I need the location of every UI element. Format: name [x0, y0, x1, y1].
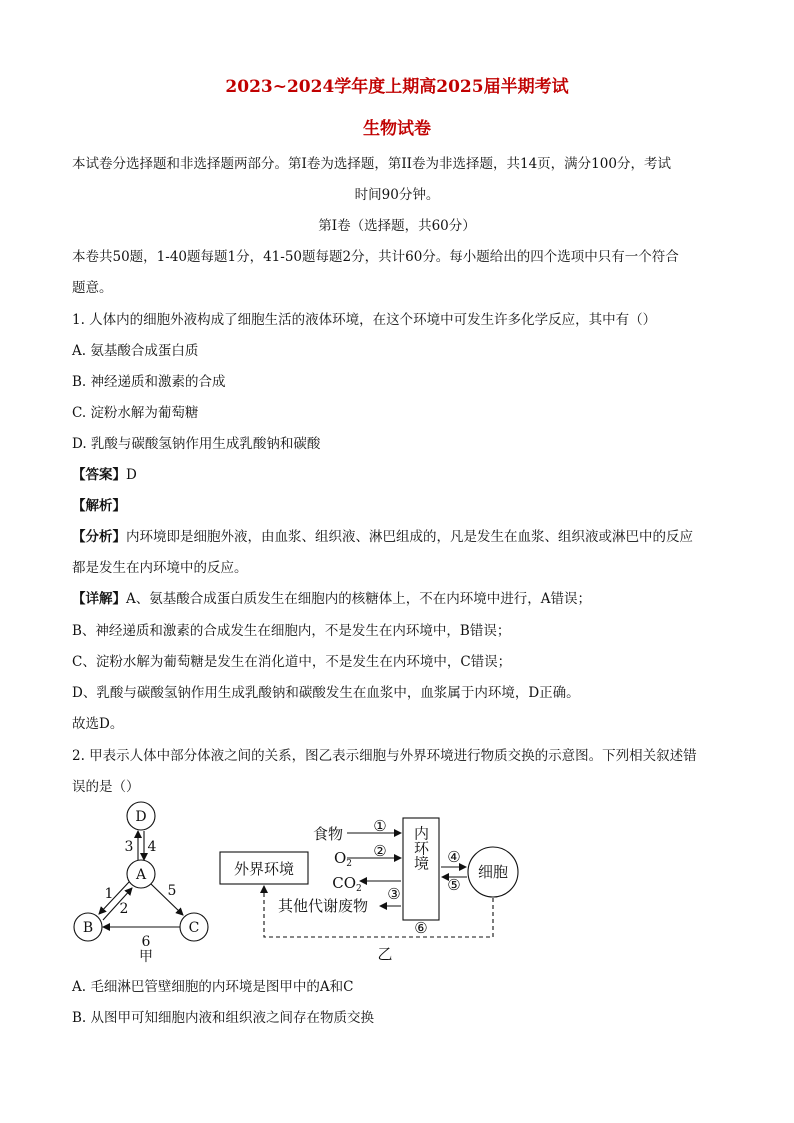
fenxi-text: 内环境即是细胞外液，由血浆、组织液、淋巴组成的，凡是发生在血浆、组织液或淋巴中的反应 [126, 529, 693, 545]
question-2-stem: 2. 甲表示人体中部分体液之间的关系，图乙表示细胞与外界环境进行物质交换的示意图。下列相关叙述错 [72, 748, 697, 764]
intro-line: 时间90分钟。 [354, 187, 440, 203]
question-2-option-b: B. 从图甲可知细胞内液和组织液之间存在物质交换 [72, 1010, 375, 1026]
xiangjie-line [72, 587, 591, 607]
figure-yi [215, 812, 525, 964]
arrow-label-6: 6 [141, 934, 151, 950]
answer-tag: 【答案】 [72, 467, 126, 483]
circle-num-6: ⑥ [414, 919, 428, 937]
exam-title: 2023~2024学年度上期高2025届半期考试 [225, 77, 569, 97]
question-1-option-c: C. 淀粉水解为葡萄糖 [72, 405, 199, 421]
answer-value: D [126, 467, 137, 483]
question-1-option-a: A. 氨基酸合成蛋白质 [72, 343, 199, 359]
intro-line: 本试卷分选择题和非选择题两部分。第Ⅰ卷为选择题，第ⅠⅠ卷为非选择题，共14页，满分100分，考试 [72, 156, 671, 172]
node-b-label: B [82, 920, 94, 936]
xiangjie-line: C、淀粉水解为葡萄糖是发生在消化道中，不是发生在内环境中，C错误； [72, 654, 512, 670]
fenxi-tag: 【分析】 [72, 529, 126, 545]
conclusion-line: 故选D。 [72, 716, 124, 732]
figure-yi-caption: 乙 [377, 945, 393, 963]
waste-label: 其他代谢废物 [277, 897, 369, 915]
arrow-label-4: 4 [147, 839, 157, 855]
internal-env-label: 内环境 [412, 825, 430, 871]
node-c-label: C [188, 920, 200, 936]
xiangjie-line: B、神经递质和激素的合成发生在细胞内，不是发生在内环境中，B错误； [72, 623, 511, 639]
figure-jia-caption: 甲 [139, 949, 153, 965]
figure-jia [66, 800, 216, 965]
analysis-label: 【解析】 [72, 498, 126, 514]
arrow-label-1: 1 [104, 886, 114, 902]
analysis-tag [72, 494, 126, 514]
circle-num-5: ⑤ [447, 876, 461, 894]
co2-label: $CO_2$ [332, 874, 362, 894]
arrow-label-2: 2 [119, 901, 129, 917]
question-2-option-a: A. 毛细淋巴管壁细胞的内环境是图甲中的A和C [72, 979, 354, 995]
question-2-stem: 误的是（） [72, 779, 140, 795]
question-1-option-d: D. 乳酸与碳酸氢钠作用生成乳酸钠和碳酸 [72, 436, 321, 452]
question-1-stem: 1. 人体内的细胞外液构成了细胞生活的液体环境，在这个环境中可发生许多化学反应，其中有（） [72, 312, 657, 328]
circle-num-2: ② [373, 842, 387, 860]
rules-line: 题意。 [72, 280, 113, 296]
exam-subtitle: 生物试卷 [363, 119, 431, 139]
xiangjie-tag: 【详解】 [72, 591, 126, 607]
arrow-label-3: 3 [124, 839, 134, 855]
circle-num-4: ④ [447, 848, 461, 866]
question-1-option-b: B. 神经递质和激素的合成 [72, 374, 226, 390]
circle-num-1: ① [373, 817, 387, 835]
rules-line: 本卷共50题，1-40题每题1分，41-50题每题2分，共计60分。每小题给出的四个选项中只有一个符合 [72, 249, 679, 265]
xiangjie-text: A、氨基酸合成蛋白质发生在细胞内的核糖体上，不在内环境中进行，A错误； [126, 591, 591, 607]
xiangjie-line: D、乳酸与碳酸氢钠作用生成乳酸钠和碳酸发生在血浆中，血浆属于内环境，D正确。 [72, 685, 580, 701]
arrow-label-5: 5 [167, 883, 177, 899]
fenxi-line: 都是发生在内环境中的反应。 [72, 560, 248, 576]
fenxi-line [72, 525, 693, 545]
o2-label: $O_2$ [333, 849, 353, 869]
food-label: 食物 [312, 825, 344, 843]
node-a-label: A [135, 867, 147, 883]
cell-label: 细胞 [477, 863, 509, 881]
answer-line [72, 463, 137, 483]
section-heading: 第Ⅰ卷（选择题，共60分） [318, 218, 476, 234]
external-env-label: 外界环境 [233, 860, 295, 878]
circle-num-3: ③ [387, 885, 401, 903]
node-d-label: D [135, 809, 147, 825]
